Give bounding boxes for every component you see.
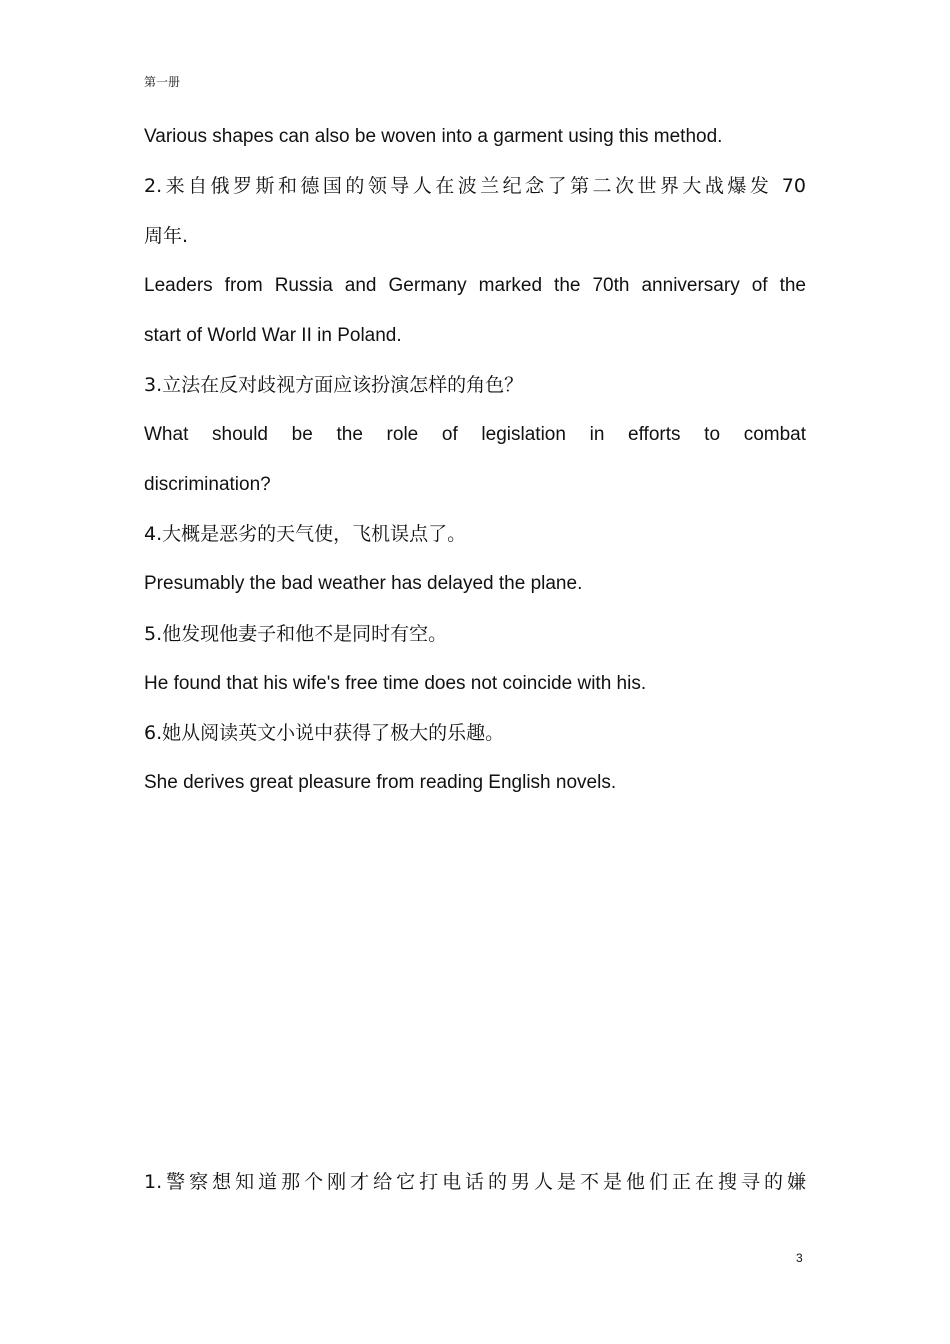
- text-line: 5.他发现他妻子和他不是同时有空。: [144, 623, 448, 645]
- text-line: start of World War II in Poland.: [144, 325, 402, 346]
- text-line: 4.大概是恶劣的天气使，飞机误点了。: [144, 523, 467, 545]
- page-number: 3: [796, 1251, 803, 1265]
- text-line: 1.警察想知道那个刚才给它打电话的男人是不是他们正在搜寻的嫌: [144, 1171, 806, 1193]
- text-line: He found that his wife's free time does not coincide with his.: [144, 673, 647, 694]
- text-line: 3.立法在反对歧视方面应该扮演怎样的角色？: [144, 374, 524, 396]
- page-header: 第一册: [144, 75, 181, 89]
- text-line: 6.她从阅读英文小说中获得了极大的乐趣。: [144, 722, 505, 744]
- text-line: 周年.: [144, 225, 189, 247]
- text-line: What should be the role of legislation in efforts to combat: [144, 424, 806, 445]
- text-line: discrimination?: [144, 474, 271, 495]
- text-line: Leaders from Russia and Germany marked the 70th anniversary of the: [144, 275, 806, 296]
- text-line: 2.来自俄罗斯和德国的领导人在波兰纪念了第二次世界大战爆发 70: [144, 175, 806, 197]
- text-line: Various shapes can also be woven into a garment using this method.: [144, 126, 723, 147]
- text-line: She derives great pleasure from reading English novels.: [144, 772, 617, 793]
- text-line: Presumably the bad weather has delayed the plane.: [144, 573, 583, 594]
